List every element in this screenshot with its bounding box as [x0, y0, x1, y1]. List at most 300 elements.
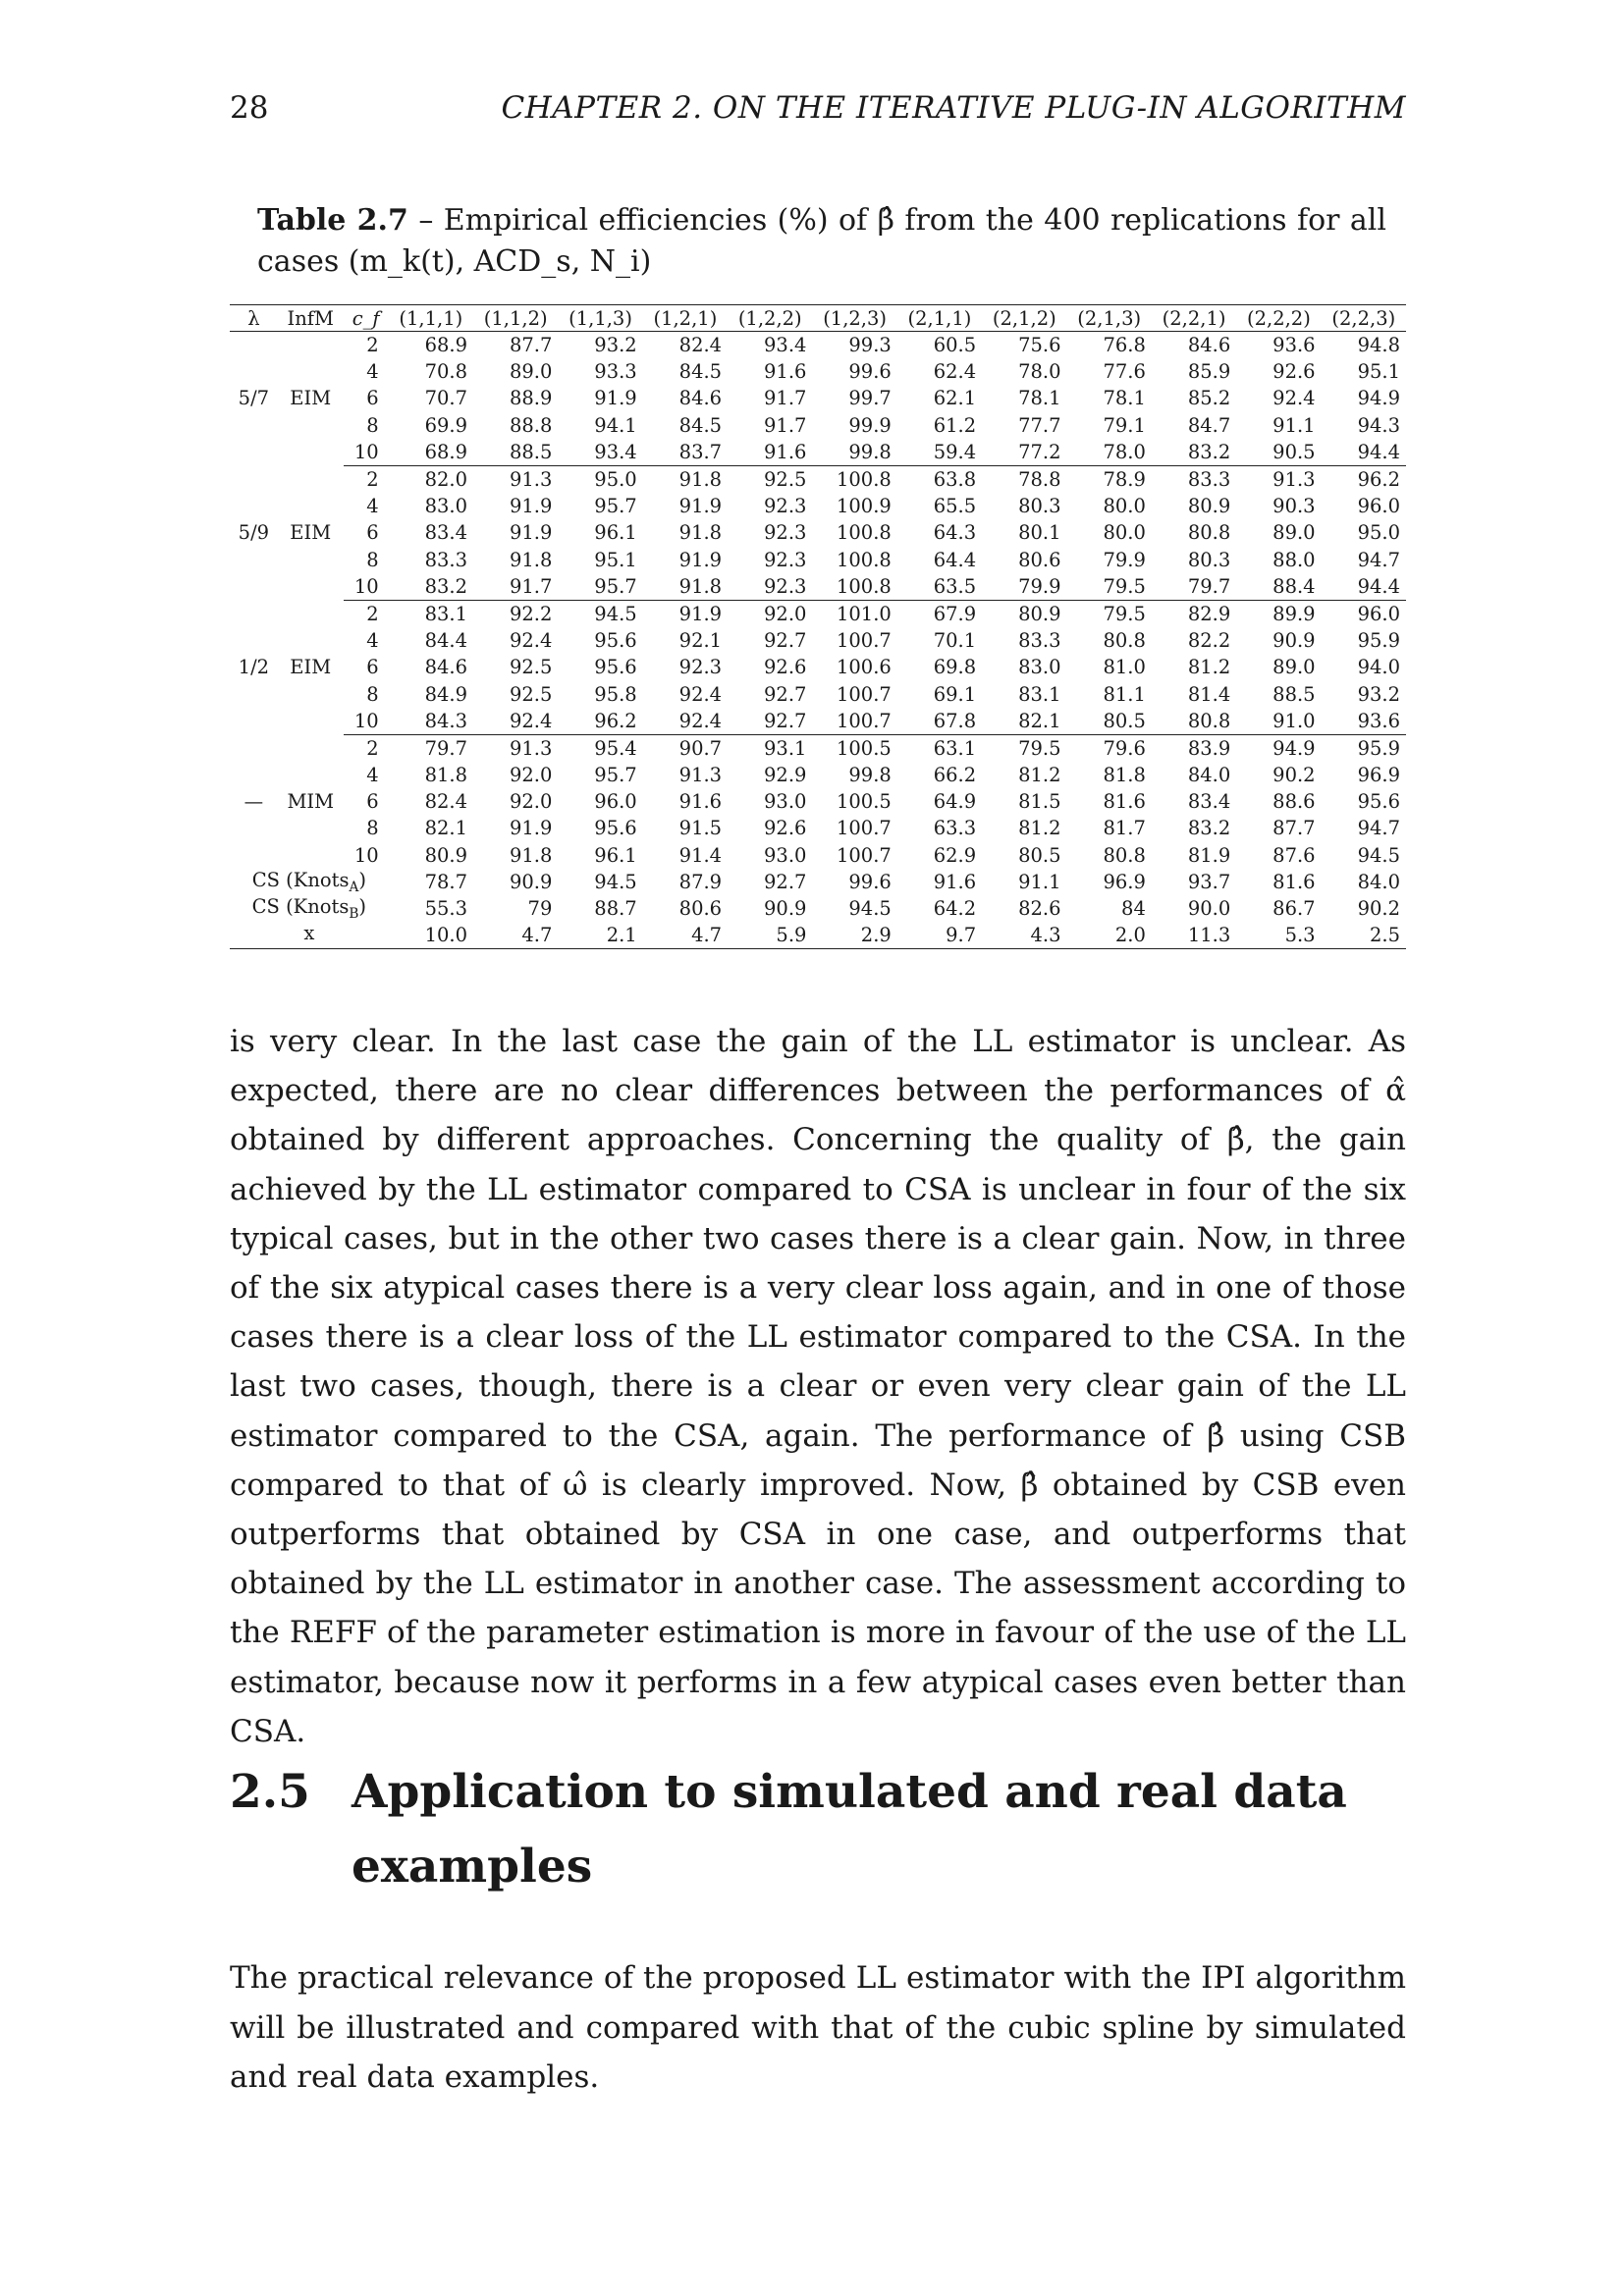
value-cell: 80.8 [1187, 521, 1231, 545]
value-cell: 95.6 [594, 629, 637, 653]
footer-label-sub: A [349, 879, 359, 895]
value-cell: 95.7 [594, 574, 637, 598]
value-cell: 82.4 [678, 334, 723, 357]
value-cell: 91.6 [764, 360, 807, 384]
value-cell: 90.7 [643, 734, 728, 762]
value-cell: 63.1 [897, 734, 982, 762]
value-cell: 80.1 [1018, 521, 1061, 545]
value-cell: 92.7 [764, 682, 807, 706]
table-row [230, 358, 1406, 385]
value-cell: 83.0 [1018, 656, 1061, 679]
value-cell: 93.1 [728, 734, 812, 762]
value-cell: 93.3 [594, 360, 637, 384]
value-cell: 99.3 [848, 334, 892, 357]
value-cell: 91.8 [509, 843, 553, 867]
value-cell: 55.3 [424, 897, 467, 921]
value-cell: 77.6 [1103, 360, 1146, 384]
footer-label-tail: ) [358, 868, 366, 891]
column-header: c_f [344, 305, 389, 332]
value-cell: 83.2 [1187, 817, 1231, 840]
infm-cell [278, 412, 344, 439]
value-cell: 90.0 [1187, 897, 1231, 921]
cf-cell: 6 [366, 521, 379, 545]
lambda-cell [230, 573, 278, 601]
column-header: (2,2,1) [1152, 305, 1236, 332]
value-cell: 78.0 [1018, 360, 1061, 384]
value-cell: 81.8 [1103, 764, 1146, 787]
value-cell: 91.9 [678, 495, 723, 518]
value-cell: 100.7 [836, 843, 892, 867]
value-cell: 79.9 [1103, 548, 1146, 571]
value-cell: 91.9 [594, 387, 637, 410]
value-cell: 92.6 [764, 656, 807, 679]
value-cell: 96.9 [1357, 764, 1400, 787]
footer-label-cell [230, 922, 389, 949]
value-cell: 90.3 [1272, 495, 1316, 518]
value-cell: 84.5 [678, 413, 723, 437]
value-cell: 99.6 [848, 360, 892, 384]
value-cell: 80.5 [1103, 709, 1146, 732]
lambda-cell [230, 680, 278, 707]
value-cell: 93.7 [1187, 870, 1231, 893]
page-header [230, 90, 1406, 126]
column-header: (1,2,1) [643, 305, 728, 332]
value-cell: 99.8 [848, 440, 892, 463]
value-cell: 2.1 [558, 922, 642, 949]
value-cell: 95.7 [594, 495, 637, 518]
value-cell: 77.7 [1018, 413, 1061, 437]
infm-cell [278, 600, 344, 627]
value-cell: 83.3 [1018, 629, 1061, 653]
table-row [230, 465, 1406, 493]
value-cell: 59.4 [933, 440, 977, 463]
cf-cell: 8 [366, 682, 379, 706]
table-row [230, 519, 1406, 546]
lambda-cell [230, 627, 278, 654]
table-row [230, 734, 1406, 762]
value-cell: 83.2 [424, 574, 467, 598]
footer-label: CS (Knots [251, 868, 350, 891]
value-cell: 100.7 [836, 709, 892, 732]
value-cell: 80.3 [1187, 548, 1231, 571]
value-cell: 89.0 [1272, 656, 1316, 679]
value-cell: 84.0 [1187, 764, 1231, 787]
value-cell: 96.0 [594, 790, 637, 814]
value-cell: 81.4 [1187, 682, 1231, 706]
infm-cell: EIM [290, 387, 332, 410]
footer-label-cell [230, 869, 389, 895]
value-cell: 88.7 [594, 897, 637, 921]
value-cell: 60.5 [933, 334, 977, 357]
table-row [230, 842, 1406, 869]
value-cell: 91.9 [509, 495, 553, 518]
infm-cell [278, 573, 344, 601]
value-cell: 91.3 [473, 465, 558, 493]
value-cell: 88.4 [1272, 574, 1316, 598]
value-cell: 88.6 [1272, 790, 1316, 814]
lambda-cell [230, 412, 278, 439]
value-cell: 100.5 [836, 790, 892, 814]
infm-cell [278, 680, 344, 707]
value-cell: 92.4 [678, 682, 723, 706]
value-cell: 80.9 [424, 843, 467, 867]
table-row [230, 815, 1406, 841]
value-cell: 90.9 [1272, 629, 1316, 653]
value-cell: 91.8 [643, 465, 728, 493]
value-cell: 80.8 [1103, 629, 1146, 653]
value-cell: 67.8 [933, 709, 977, 732]
lambda-cell: 1/2 [238, 656, 270, 679]
table-row [230, 708, 1406, 735]
section-number: 2.5 [230, 1765, 310, 1819]
table-row [230, 680, 1406, 707]
value-cell: 63.5 [933, 574, 977, 598]
value-cell: 78.7 [424, 870, 467, 893]
value-cell: 5.3 [1236, 922, 1321, 949]
value-cell: 91.4 [678, 843, 723, 867]
value-cell: 100.7 [836, 629, 892, 653]
infm-cell [278, 734, 344, 762]
value-cell: 70.1 [933, 629, 977, 653]
value-cell: 79.9 [1018, 574, 1061, 598]
value-cell: 93.6 [1272, 334, 1316, 357]
column-header: (2,2,3) [1322, 305, 1406, 332]
value-cell: 92.7 [764, 709, 807, 732]
cf-cell: 10 [353, 440, 379, 463]
value-cell: 92.6 [764, 817, 807, 840]
cf-cell: 2 [344, 465, 389, 493]
value-cell: 81.2 [1018, 764, 1061, 787]
value-cell: 94.9 [1236, 734, 1321, 762]
value-cell: 83.4 [1187, 790, 1231, 814]
footer-label-cell [230, 895, 389, 922]
value-cell: 94.9 [1357, 387, 1400, 410]
value-cell: 80.9 [982, 600, 1066, 627]
value-cell: 4.3 [982, 922, 1066, 949]
value-cell: 93.4 [764, 334, 807, 357]
lambda-cell [230, 708, 278, 735]
cf-cell: 2 [344, 600, 389, 627]
value-cell: 79.6 [1067, 734, 1152, 762]
value-cell: 83.4 [424, 521, 467, 545]
footer-label-tail: ) [358, 895, 367, 919]
cf-cell: 4 [366, 495, 379, 518]
value-cell: 63.3 [933, 817, 977, 840]
infm-cell: EIM [290, 656, 332, 679]
value-cell: 78.1 [1018, 387, 1061, 410]
lambda-cell [230, 493, 278, 519]
table-body [230, 332, 1406, 949]
cf-cell: 6 [366, 656, 379, 679]
value-cell: 88.5 [509, 440, 553, 463]
value-cell: 95.6 [594, 817, 637, 840]
section-heading [230, 1755, 1406, 1904]
value-cell: 100.8 [836, 548, 892, 571]
value-cell: 70.8 [424, 360, 467, 384]
value-cell: 82.4 [424, 790, 467, 814]
table-row [230, 788, 1406, 815]
lambda-cell [230, 815, 278, 841]
infm-cell [278, 842, 344, 869]
value-cell: 100.8 [836, 574, 892, 598]
value-cell: 83.3 [1152, 465, 1236, 493]
value-cell: 84.6 [678, 387, 723, 410]
table-footer-row [230, 869, 1406, 895]
value-cell: 93.4 [594, 440, 637, 463]
value-cell: 91.6 [933, 870, 977, 893]
cf-cell: 4 [366, 629, 379, 653]
value-cell: 9.7 [897, 922, 982, 949]
cf-cell: 10 [353, 709, 379, 732]
value-cell: 84.4 [424, 629, 467, 653]
value-cell: 2.9 [812, 922, 896, 949]
lambda-cell [230, 734, 278, 762]
lambda-cell: — [244, 790, 264, 814]
value-cell: 81.0 [1103, 656, 1146, 679]
cf-cell: 10 [353, 843, 379, 867]
value-cell: 82.9 [1152, 600, 1236, 627]
value-cell: 90.9 [509, 870, 553, 893]
footer-label: CS (Knots [251, 895, 350, 919]
intro-paragraph: The practical relevance of the proposed LL estimator with the IPI algorithm will be illustrated and compared with that of the cubic spline by simulated and real data examples. [230, 1960, 1406, 2095]
column-header: (2,1,1) [897, 305, 982, 332]
value-cell: 81.9 [1187, 843, 1231, 867]
value-cell: 80.8 [1187, 709, 1231, 732]
lambda-cell: 5/9 [238, 521, 270, 545]
value-cell: 92.0 [509, 790, 553, 814]
value-cell: 101.0 [812, 600, 896, 627]
value-cell: 88.8 [509, 413, 553, 437]
value-cell: 93.6 [1357, 709, 1400, 732]
value-cell: 93.0 [764, 843, 807, 867]
value-cell: 83.0 [424, 495, 467, 518]
value-cell: 95.0 [558, 465, 642, 493]
value-cell: 92.5 [509, 656, 553, 679]
value-cell: 94.7 [1357, 548, 1400, 571]
footer-label: x [303, 922, 315, 945]
value-cell: 78.8 [982, 465, 1066, 493]
lambda-cell: 5/7 [238, 387, 270, 410]
value-cell: 83.2 [1187, 440, 1231, 463]
value-cell: 63.8 [897, 465, 982, 493]
value-cell: 93.2 [594, 334, 637, 357]
value-cell: 80.3 [1018, 495, 1061, 518]
value-cell: 94.3 [1357, 413, 1400, 437]
value-cell: 64.2 [933, 897, 977, 921]
value-cell: 87.6 [1272, 843, 1316, 867]
value-cell: 82.6 [1018, 897, 1061, 921]
value-cell: 80.0 [1103, 495, 1146, 518]
lambda-cell [230, 358, 278, 385]
value-cell: 92.5 [509, 682, 553, 706]
body-paragraph: is very clear. In the last case the gain of the LL estimator is unclear. As expected, there are no clear differences between the performances of α̂ obtained by different approaches. Concerning the quality of β̂, the gain achieved by the LL estimator compared to CSA is unclear in four of the six typical cases, but in the other two cases there is a clear gain. Now, in three of the six atypical cases there is a very clear loss again, and in one of those cases there is a clear loss of the LL estimator compared to the CSA. In the last two cases, though, there is a clear or even very clear gain of the LL estimator compared to the CSA, again. The performance of β̂ using CSB compared to that of ω̂ is clearly improved. Now, β̂ obtained by CSB even outperforms that obtained by CSA in one case, and outperforms that obtained by the LL estimator in another case. The assessment according to the REFF of the parameter estimation is more in favour of the use of the LL estimator, because now it performs in a few atypical cases even better than CSA. [230, 1024, 1406, 1749]
value-cell: 84.7 [1187, 413, 1231, 437]
value-cell: 92.7 [764, 629, 807, 653]
table-row [230, 332, 1406, 359]
infm-cell: EIM [290, 521, 332, 545]
lambda-cell [230, 762, 278, 788]
value-cell: 91.6 [678, 790, 723, 814]
value-cell: 84 [1121, 897, 1146, 921]
column-header: (1,2,2) [728, 305, 812, 332]
table-caption [257, 200, 1386, 283]
cf-cell: 8 [366, 548, 379, 571]
infm-cell [278, 439, 344, 466]
value-cell: 77.2 [1018, 440, 1061, 463]
efficiency-table [230, 304, 1406, 949]
value-cell: 92.3 [764, 548, 807, 571]
value-cell: 92.4 [509, 709, 553, 732]
page-number: 28 [230, 90, 269, 126]
cf-cell: 4 [366, 764, 379, 787]
value-cell: 61.2 [933, 413, 977, 437]
value-cell: 81.2 [1018, 817, 1061, 840]
value-cell: 95.9 [1357, 629, 1400, 653]
value-cell: 69.8 [933, 656, 977, 679]
value-cell: 68.9 [424, 440, 467, 463]
value-cell: 69.9 [424, 413, 467, 437]
value-cell: 64.9 [933, 790, 977, 814]
value-cell: 78.1 [1103, 387, 1146, 410]
table-header-row [230, 305, 1406, 332]
value-cell: 91.9 [509, 521, 553, 545]
value-cell: 82.1 [1018, 709, 1061, 732]
value-cell: 90.2 [1272, 764, 1316, 787]
value-cell: 81.7 [1103, 817, 1146, 840]
value-cell: 84.6 [424, 656, 467, 679]
value-cell: 89.0 [509, 360, 553, 384]
value-cell: 10.0 [389, 922, 473, 949]
value-cell: 91.3 [678, 764, 723, 787]
value-cell: 69.1 [933, 682, 977, 706]
value-cell: 92.3 [764, 495, 807, 518]
value-cell: 78.9 [1067, 465, 1152, 493]
value-cell: 80.0 [1103, 521, 1146, 545]
value-cell: 100.7 [836, 817, 892, 840]
value-cell: 81.6 [1272, 870, 1316, 893]
value-cell: 64.3 [933, 521, 977, 545]
value-cell: 91.5 [678, 817, 723, 840]
value-cell: 82.2 [1187, 629, 1231, 653]
footer-label-sub: B [349, 905, 359, 922]
value-cell: 62.1 [933, 387, 977, 410]
value-cell: 81.6 [1103, 790, 1146, 814]
table-row [230, 573, 1406, 601]
value-cell: 94.7 [1357, 817, 1400, 840]
value-cell: 90.5 [1272, 440, 1316, 463]
value-cell: 99.8 [848, 764, 892, 787]
table-row [230, 493, 1406, 519]
value-cell: 96.9 [1103, 870, 1146, 893]
lambda-cell [230, 439, 278, 466]
value-cell: 92.4 [1272, 387, 1316, 410]
value-cell: 89.9 [1236, 600, 1321, 627]
value-cell: 83.7 [678, 440, 723, 463]
value-cell: 94.8 [1357, 334, 1400, 357]
column-header: λ [230, 305, 278, 332]
value-cell: 79.5 [982, 734, 1066, 762]
infm-cell [278, 332, 344, 359]
lambda-cell [230, 465, 278, 493]
table-label: Table 2.7 [257, 203, 408, 238]
value-cell: 80.8 [1103, 843, 1146, 867]
value-cell: 100.7 [836, 682, 892, 706]
value-cell: 95.0 [1357, 521, 1400, 545]
lambda-cell [230, 547, 278, 573]
value-cell: 91.3 [1236, 465, 1321, 493]
cf-cell: 8 [366, 413, 379, 437]
cf-cell: 2 [344, 734, 389, 762]
lambda-cell [230, 842, 278, 869]
value-cell: 91.9 [678, 548, 723, 571]
value-cell: 4.7 [643, 922, 728, 949]
value-cell: 83.1 [389, 600, 473, 627]
lambda-cell [230, 332, 278, 359]
value-cell: 92.6 [1272, 360, 1316, 384]
value-cell: 11.3 [1152, 922, 1236, 949]
table-row [230, 385, 1406, 411]
table-row [230, 547, 1406, 573]
value-cell: 2.0 [1067, 922, 1152, 949]
value-cell: 81.8 [424, 764, 467, 787]
table-row [230, 654, 1406, 680]
value-cell: 91.7 [509, 574, 553, 598]
value-cell: 93.0 [764, 790, 807, 814]
table-row [230, 439, 1406, 466]
value-cell: 96.0 [1357, 495, 1400, 518]
value-cell: 92.0 [509, 764, 553, 787]
value-cell: 85.2 [1187, 387, 1231, 410]
value-cell: 86.7 [1272, 897, 1316, 921]
value-cell: 91.9 [509, 817, 553, 840]
value-cell: 99.7 [848, 387, 892, 410]
value-cell: 80.9 [1187, 495, 1231, 518]
value-cell: 91.1 [1272, 413, 1316, 437]
value-cell: 92.4 [678, 709, 723, 732]
value-cell: 78.0 [1103, 440, 1146, 463]
value-cell: 83.9 [1152, 734, 1236, 762]
value-cell: 91.0 [1272, 709, 1316, 732]
infm-cell: MIM [287, 790, 335, 814]
value-cell: 92.1 [678, 629, 723, 653]
value-cell: 100.9 [836, 495, 892, 518]
value-cell: 70.7 [424, 387, 467, 410]
infm-cell [278, 465, 344, 493]
value-cell: 94.4 [1357, 574, 1400, 598]
value-cell: 88.5 [1272, 682, 1316, 706]
value-cell: 66.2 [933, 764, 977, 787]
value-cell: 92.3 [678, 656, 723, 679]
value-cell: 79.5 [1067, 600, 1152, 627]
value-cell: 95.8 [594, 682, 637, 706]
column-header: (2,2,2) [1236, 305, 1321, 332]
value-cell: 89.0 [1272, 521, 1316, 545]
infm-cell [278, 627, 344, 654]
value-cell: 80.5 [1018, 843, 1061, 867]
value-cell: 88.0 [1272, 548, 1316, 571]
value-cell: 64.4 [933, 548, 977, 571]
value-cell: 91.6 [764, 440, 807, 463]
running-title: CHAPTER 2. ON THE ITERATIVE PLUG-IN ALGORITHM [501, 90, 1406, 126]
value-cell: 88.9 [509, 387, 553, 410]
value-cell: 91.7 [764, 387, 807, 410]
value-cell: 100.8 [836, 521, 892, 545]
value-cell: 90.2 [1357, 897, 1400, 921]
value-cell: 94.1 [594, 413, 637, 437]
value-cell: 82.0 [389, 465, 473, 493]
value-cell: 92.9 [764, 764, 807, 787]
value-cell: 84.0 [1357, 870, 1400, 893]
